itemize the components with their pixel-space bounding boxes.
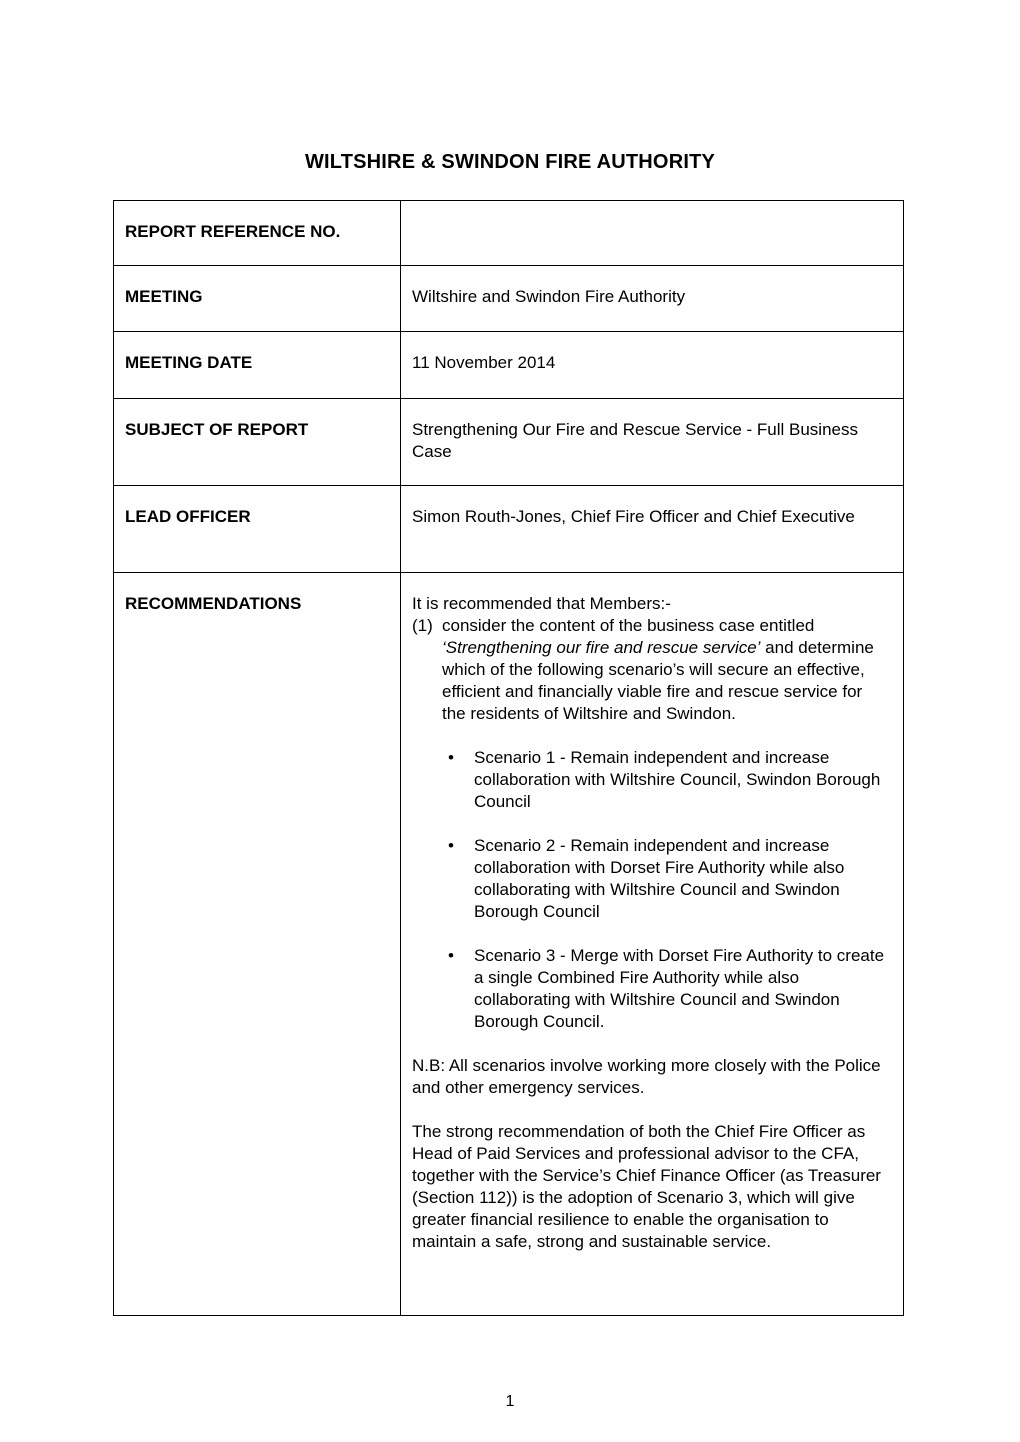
report-table <box>113 200 904 1316</box>
page-title: WILTSHIRE & SWINDON FIRE AUTHORITY <box>304 151 716 173</box>
table-row-recommendations <box>114 573 904 1316</box>
row-label-report-reference: REPORT REFERENCE NO. <box>114 201 401 266</box>
table-row-meeting-date <box>114 332 904 399</box>
table-row-report-reference <box>114 201 904 266</box>
closing-paragraph: The strong recommendation of both the Chief Fire Officer as Head of Paid Services and professional advisor to the CFA, together with the Service’s Chief Finance Officer (as Treasurer (Section 112)) is the adoption of Scenario 3, which will give greater financial resilience to enable the organisation to maintain a safe, strong and sustainable service. <box>412 1122 881 1251</box>
recommendations-content <box>401 573 904 1316</box>
row-value-meeting-date: 11 November 2014 <box>401 332 904 399</box>
item-body <box>442 615 889 725</box>
row-label-meeting: MEETING <box>114 266 401 332</box>
table-row-meeting <box>114 266 904 332</box>
item-number: (1) <box>412 616 433 635</box>
nb-note: N.B: All scenarios involve working more closely with the Police and other emergency services. <box>412 1056 881 1097</box>
scenario-bullet-3: • Scenario 3 - Merge with Dorset Fire Authority to create a single Combined Fire Authority while also collaborating with Wiltshire Council and Swindon Borough Council. <box>448 945 889 1033</box>
row-value-report-reference <box>401 201 904 266</box>
row-value-meeting: Wiltshire and Swindon Fire Authority <box>401 266 904 332</box>
item-text-before: consider the content of the business case entitled <box>442 616 815 635</box>
row-label-meeting-date: MEETING DATE <box>114 332 401 399</box>
scenario-list <box>448 747 889 1033</box>
item-text-italic: ‘Strengthening our fire and rescue service’ <box>442 638 761 657</box>
scenario-bullet-1: • Scenario 1 - Remain independent and increase collaboration with Wiltshire Council, Swindon Borough Council <box>448 747 889 813</box>
table-row-subject <box>114 399 904 486</box>
row-label-recommendations: RECOMMENDATIONS <box>114 573 401 1316</box>
row-value-subject: Strengthening Our Fire and Rescue Service - Full Business Case <box>401 399 904 486</box>
table-row-lead-officer <box>114 486 904 573</box>
recommendations-intro: It is recommended that Members:- <box>412 594 671 613</box>
item-text-after: and determine which of the following scenario’s will secure an effective, efficient and financially viable fire and rescue service for the residents of Wiltshire and Swindon. <box>442 638 874 723</box>
row-label-subject: SUBJECT OF REPORT <box>114 399 401 486</box>
row-label-lead-officer: LEAD OFFICER <box>114 486 401 573</box>
scenario-bullet-2: • Scenario 2 - Remain independent and increase collaboration with Dorset Fire Authority while also collaborating with Wiltshire Council and Swindon Borough Council <box>448 835 889 923</box>
page-number: 1 <box>505 1393 515 1410</box>
row-value-lead-officer: Simon Routh-Jones, Chief Fire Officer and Chief Executive <box>401 486 904 573</box>
recommendation-item-1 <box>412 615 889 725</box>
